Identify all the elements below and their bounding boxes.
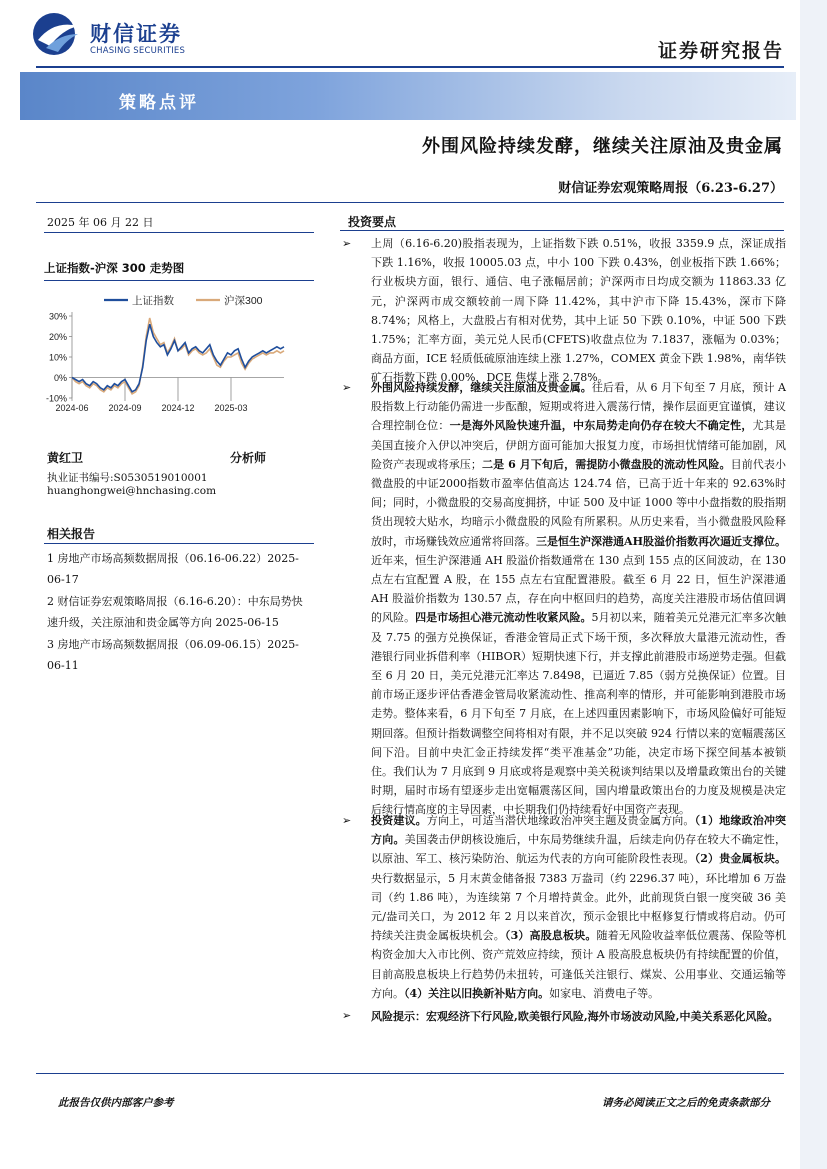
header-divider bbox=[36, 66, 784, 68]
investment-advice-paragraph bbox=[342, 811, 786, 1003]
chart-x-tick-label: 2024-06 bbox=[55, 403, 89, 413]
related-report-item[interactable]: 1 房地产市场高频数据周报（06.16-06.22）2025-06-17 bbox=[47, 552, 299, 586]
analyst-cert: 执业证书编号:S0530519010001 bbox=[47, 472, 208, 484]
chart-title: 上证指数-沪深 300 走势图 bbox=[44, 261, 185, 275]
text-run: 近年来，恒生沪深港通 AH 股溢价指数通常在 130 点到 155 点的区间波动，在 130 点左右宜配置 A 股，在 155 点左右宜配置港股。截至 6 月 22 日，恒生沪深港通 AH 股溢价指数为 130.57 点，存在向中枢回归的趋势，高度关注港股市场估值回调的风险。 bbox=[371, 553, 786, 625]
index-trend-chart bbox=[36, 285, 316, 421]
bold-text-run: 四是市场担心港元流动性收紧风险。 bbox=[415, 611, 592, 625]
report-date: 2025 年 06 月 22 日 bbox=[47, 216, 154, 229]
text-run: 往后看，从 6 月下旬至 7 月底，预计 A 股指数上行动能仍需进一步酝酿，短期或将进入震荡行情，操作层面更宜谨慎，建议合理控制仓位： bbox=[371, 381, 786, 433]
text-run: 如家电、消费电子等。 bbox=[549, 986, 660, 1000]
investment-highlights-title: 投资要点 bbox=[348, 215, 397, 229]
chart-y-tick-label: 0% bbox=[53, 373, 67, 383]
bold-text-run: （4）关注以旧换新补贴方向。 bbox=[404, 986, 550, 1000]
market-review-paragraph bbox=[342, 234, 786, 388]
bold-text-run: （1）地缘政治冲突方向。 bbox=[371, 814, 787, 847]
title-divider bbox=[36, 202, 784, 203]
analyst-role: 分析师 bbox=[230, 451, 267, 465]
bullet-arrow-icon: ➢ bbox=[342, 381, 352, 394]
bold-text-run: （3）高股息板块。 bbox=[504, 929, 597, 943]
chart-y-tick-label: 10% bbox=[48, 352, 67, 363]
chart-x-tick-label: 2024-12 bbox=[161, 403, 195, 413]
related-report-item[interactable]: 2 财信证券宏观策略周报（6.16-6.20）：中东局势快速升级，关注原油和贵金属等方向 2025-06-15 bbox=[47, 595, 303, 629]
bold-text-run: 二是 6 月下旬后，需提防小微盘股的流动性风险。 bbox=[481, 457, 731, 471]
logo-name-cn: 财信证券 bbox=[90, 22, 182, 46]
text-run: 尤其是美国直接介入伊以冲突后，伊朗方面可能加大报复力度，市场担忧情绪可能加剧，风险资产表现或将承压； bbox=[371, 419, 787, 471]
footer-divider bbox=[36, 1073, 784, 1074]
logo-name-en: CHASING SECURITIES bbox=[90, 46, 186, 56]
text-run: 5月初以来，随着美元兑港元汇率多次触及 7.75 的强方兑换保证，香港金管局正式下场干预，多次释放大量港元流动性，香港银行同业拆借利率（HIBOR）短期快速下行，并支撑此前港股市场逆势走强。但截至 6 月 20 日，美元兑港元汇率达 7.8498，已逼近 7.85（弱方兑换保证）位置。目前市场正逐步评估香港金管局收紧流动性、推高利率的情形，并可能影响到港股市场走势。整体来看，6 月下旬至 7 月底，在上述四重因素影响下，市场风险偏好可能短期回落。但预计指数调整空间将相对有限，并不足以突破 924 行情以来的宽幅震荡区间下沿。目前中央汇金正持续发挥“类平准基金”功能，决定市场下探空间基本被锁住。我们认为 7 月底到 9 月底或将是观察中美关税谈判结果以及增量政策出台的关键时期，届时市场有望逐步走出宽幅震荡区间，国内增量政策出台的力度及规模是决定后续行情高度的主导因素，中长期我们仍持续看好中国资产表现。 bbox=[371, 611, 787, 817]
footer-disclaimer-right: 请务必阅读正文之后的免责条款部分 bbox=[602, 1097, 770, 1109]
risk-warning-paragraph bbox=[342, 1006, 786, 1028]
side-stripe bbox=[800, 0, 827, 1169]
chart-y-tick-label: 20% bbox=[48, 332, 67, 342]
analyst-name: 黄红卫 bbox=[47, 451, 84, 465]
report-type: 证券研究报告 bbox=[657, 40, 784, 62]
logo-mark-icon bbox=[32, 12, 88, 62]
bullet-arrow-icon: ➢ bbox=[342, 814, 352, 827]
related-reports-title: 相关报告 bbox=[47, 527, 96, 541]
company-logo bbox=[32, 12, 212, 62]
risk-warning-text: 风险提示：宏观经济下行风险,欧美银行风险,海外市场波动风险,中美关系恶化风险。 bbox=[371, 1010, 779, 1023]
chart-legend-label: 上证指数 bbox=[132, 295, 174, 307]
date-divider bbox=[44, 232, 314, 233]
bold-text-run: 一是海外风险快速升温，中东局势走向仍存在较大不确定性， bbox=[449, 419, 753, 433]
bullet-arrow-icon: ➢ bbox=[342, 1009, 352, 1022]
related-report-item[interactable]: 3 房地产市场高频数据周报（06.09-06.15）2025-06-11 bbox=[47, 638, 299, 672]
market-review-text: 上周（6.16-6.20)股指表现为，上证指数下跌 0.51%，收报 3359.9 点，深证成指下跌 1.16%，收报 10005.03 点，中小 100 下跌 0.43%，创业板指下跌 1.66%；行业板块方面，银行、通信、电子涨幅居前；沪深两市日均成交额为 11863.33 亿元，沪深两市成交额较前一周下降 11.42%，其中沪市下降 15.43%，深市下降 8.74%；风格上，大盘股占有相对优势，其中上证 50 下跌 0.10%，中证 500 下跌 1.75%；汇率方面，美元兑人民币(CFETS)收盘点位为 7.1837，涨幅为 0.03%；商品方面，ICE 轻质低硫原油连续上涨 1.27%，COMEX 黄金下跌 1.98%，南华铁矿石指数下跌 0.00%，DCE 焦煤上涨 2.78%。 bbox=[371, 237, 786, 385]
outlook-paragraph bbox=[342, 378, 786, 820]
chart-title-divider bbox=[44, 280, 314, 281]
chart-y-tick-label: -10% bbox=[45, 393, 67, 404]
outlook-text bbox=[371, 378, 786, 820]
text-run: 随着无风险收益率低位震荡、保险等机构资金加大入市比例、资产荒效应持续，预计 A 股高股息板块仍有持续配置的价值，目前高股息板块上行趋势仍未扭转，可逢低关注银行、煤炭、公用事业、交通运输等方向。 bbox=[371, 929, 787, 1000]
investment-divider bbox=[340, 230, 784, 231]
related-divider bbox=[44, 543, 314, 544]
chart-x-tick-label: 2025-03 bbox=[214, 403, 248, 413]
investment-advice-text bbox=[371, 811, 786, 1003]
bold-text-run: 投资建议。 bbox=[371, 814, 427, 827]
bullet-arrow-icon: ➢ bbox=[342, 237, 352, 250]
report-title: 外围风险持续发酵，继续关注原油及贵金属 bbox=[422, 136, 783, 157]
bold-text-run: 三是恒生沪深港通AH股溢价指数再次逼近支撑位。 bbox=[536, 534, 786, 548]
text-run: 方向上，可适当潜伏地缘政治冲突主题及贵金属方向。 bbox=[426, 814, 695, 827]
bold-text-run: （2）贵金属板块。 bbox=[694, 852, 786, 866]
footer-disclaimer-left: 此报告仅供内部客户参考 bbox=[58, 1097, 174, 1109]
chart-x-tick-label: 2024-09 bbox=[108, 403, 142, 413]
related-reports-list bbox=[47, 548, 313, 677]
text-run: 央行数据显示，5 月末黄金储备报 7383 万盎司（约 2296.37 吨），环比增加 6 万盎司（约 1.86 吨），为连续第 7 个月增持黄金。此外，此前现货白银一度突破 36 美元/盎司关口，为 2012 年 2 月以来首次，预示金银比中枢修复行情或将启动。仍可持续关注贵金属板块机会。 bbox=[371, 871, 786, 943]
section-label: 策略点评 bbox=[119, 93, 199, 113]
text-run: 目前代表小微盘股的中证2000指数市盈率估值高达 124.74 倍，已高于近十年来的 92.63%时间；同时，小微盘股的交易高度拥挤，中证 500 及中证 1000 等中小盘指数的股指期货出现较大贴水，均暗示小微盘股的风险有所累积。从历史来看，当小微盘股风险释放时，市场赚钱效应通常将回落。 bbox=[371, 457, 787, 548]
chart-y-tick-label: 30% bbox=[48, 311, 67, 322]
chart-legend-label: 沪深300 bbox=[224, 295, 263, 307]
bold-text-run: 外围风险持续发酵，继续关注原油及贵金属。 bbox=[371, 381, 592, 394]
analyst-email: huanghongwei@hnchasing.com bbox=[47, 485, 217, 497]
report-subtitle: 财信证券宏观策略周报（6.23-6.27） bbox=[558, 181, 783, 196]
text-run: 美国袭击伊朗核设施后，中东局势继续升温，后续走向仍存在较大不确定性，以原油、军工、核污染防治、航运为代表的方向可能阶段性表现。 bbox=[371, 833, 787, 866]
